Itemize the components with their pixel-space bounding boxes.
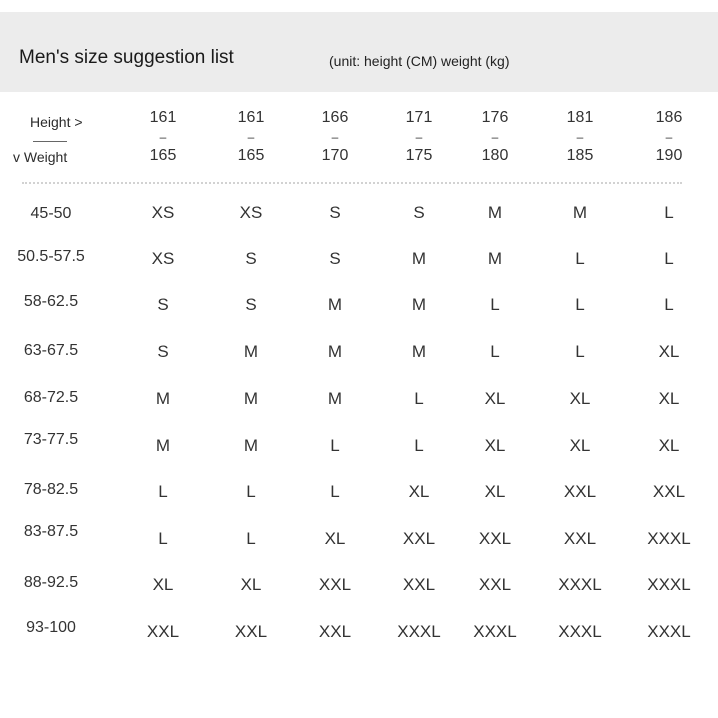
weight-range-label: 50.5-57.5 — [17, 248, 85, 265]
size-cell: XL — [152, 575, 174, 594]
size-cell: L — [158, 529, 168, 548]
size-cell: XL — [658, 436, 680, 455]
size-cell: L — [414, 389, 424, 408]
height-range-header — [550, 108, 610, 166]
height-range-dash: – — [247, 130, 255, 144]
size-cell: M — [155, 436, 171, 455]
height-range-high: 190 — [655, 147, 683, 164]
size-cell: XL — [658, 342, 680, 361]
size-cell: S — [413, 203, 425, 222]
header-divider — [22, 182, 682, 184]
size-cell: XL — [324, 529, 346, 548]
size-cell: XXXL — [397, 622, 441, 641]
size-cell: M — [487, 249, 503, 268]
corner-divider — [33, 141, 67, 142]
height-range-low: 166 — [321, 109, 349, 126]
height-range-dash: – — [415, 130, 423, 144]
size-cell: L — [246, 529, 256, 548]
size-cell: XXL — [234, 622, 268, 641]
size-cell: M — [243, 389, 259, 408]
weight-range-label: 45-50 — [30, 205, 72, 222]
size-cell: M — [572, 203, 588, 222]
weight-axis-label: v Weight — [13, 149, 68, 165]
weight-range-label: 73-77.5 — [23, 431, 79, 448]
size-cell: M — [411, 295, 427, 314]
size-cell: XXL — [146, 622, 180, 641]
size-cell: XL — [484, 482, 506, 501]
height-range-header — [221, 108, 281, 166]
height-range-high: 175 — [405, 147, 433, 164]
height-range-dash: – — [576, 130, 584, 144]
height-range-dash: – — [665, 130, 673, 144]
size-cell: S — [245, 249, 257, 268]
size-cell: XL — [658, 389, 680, 408]
height-range-high: 165 — [237, 147, 265, 164]
height-range-low: 176 — [481, 109, 509, 126]
height-range-header — [133, 108, 193, 166]
size-cell: XXL — [563, 482, 597, 501]
height-range-low: 186 — [655, 109, 683, 126]
size-cell: XS — [239, 203, 263, 222]
size-cell: XXL — [318, 575, 352, 594]
size-cell: XXL — [318, 622, 352, 641]
size-cell: XXL — [478, 529, 512, 548]
height-range-high: 180 — [481, 147, 509, 164]
size-cell: M — [411, 342, 427, 361]
size-cell: M — [327, 389, 343, 408]
size-cell: L — [490, 295, 500, 314]
size-cell: L — [664, 203, 674, 222]
weight-range-label: 88-92.5 — [23, 574, 79, 591]
height-range-high: 165 — [149, 147, 177, 164]
height-range-low: 161 — [237, 109, 265, 126]
size-cell: XL — [484, 436, 506, 455]
height-range-dash: – — [159, 130, 167, 144]
size-cell: XXXL — [558, 575, 602, 594]
height-range-dash: – — [491, 130, 499, 144]
size-cell: XL — [408, 482, 430, 501]
size-cell: L — [414, 436, 424, 455]
size-cell: M — [411, 249, 427, 268]
height-range-header — [389, 108, 449, 166]
weight-range-label: 78-82.5 — [23, 481, 79, 498]
size-cell: S — [157, 295, 169, 314]
size-cell: L — [330, 482, 340, 501]
size-cell: XS — [151, 203, 175, 222]
page-title: Men's size suggestion list — [19, 47, 234, 68]
size-cell: L — [490, 342, 500, 361]
size-cell: M — [487, 203, 503, 222]
size-cell: S — [329, 249, 341, 268]
size-cell: XXL — [478, 575, 512, 594]
size-cell: XS — [151, 249, 175, 268]
weight-range-label: 68-72.5 — [23, 389, 79, 406]
height-range-header — [465, 108, 525, 166]
size-cell: XXXL — [473, 622, 517, 641]
size-cell: M — [327, 342, 343, 361]
size-cell: XXL — [402, 575, 436, 594]
size-cell: L — [330, 436, 340, 455]
size-cell: XXXL — [647, 529, 691, 548]
height-range-dash: – — [331, 130, 339, 144]
size-cell: XL — [569, 436, 591, 455]
size-cell: XL — [484, 389, 506, 408]
size-cell: L — [664, 295, 674, 314]
size-cell: XL — [569, 389, 591, 408]
size-cell: L — [158, 482, 168, 501]
size-cell: S — [245, 295, 257, 314]
height-axis-label: Height > — [30, 114, 83, 130]
height-range-header — [639, 108, 699, 166]
weight-range-label: 93-100 — [26, 619, 76, 636]
height-range-low: 161 — [149, 109, 177, 126]
size-cell: XXXL — [647, 575, 691, 594]
size-cell: XL — [240, 575, 262, 594]
size-cell: XXL — [402, 529, 436, 548]
size-cell: L — [246, 482, 256, 501]
height-range-low: 171 — [405, 109, 433, 126]
size-cell: XXXL — [558, 622, 602, 641]
size-cell: XXXL — [647, 622, 691, 641]
size-cell: M — [243, 436, 259, 455]
size-cell: L — [575, 249, 585, 268]
unit-note: (unit: height (CM) weight (kg) — [329, 53, 510, 69]
size-cell: XXL — [563, 529, 597, 548]
height-range-high: 170 — [321, 147, 349, 164]
size-cell: M — [327, 295, 343, 314]
size-cell: XXL — [652, 482, 686, 501]
size-cell: M — [243, 342, 259, 361]
height-range-header — [305, 108, 365, 166]
size-cell: S — [329, 203, 341, 222]
size-cell: L — [575, 342, 585, 361]
size-cell: S — [157, 342, 169, 361]
weight-range-label: 63-67.5 — [23, 342, 79, 359]
size-cell: L — [664, 249, 674, 268]
weight-range-label: 58-62.5 — [23, 293, 79, 310]
size-cell: M — [155, 389, 171, 408]
weight-range-label: 83-87.5 — [23, 523, 79, 540]
height-range-high: 185 — [566, 147, 594, 164]
height-range-low: 181 — [566, 109, 594, 126]
size-cell: L — [575, 295, 585, 314]
